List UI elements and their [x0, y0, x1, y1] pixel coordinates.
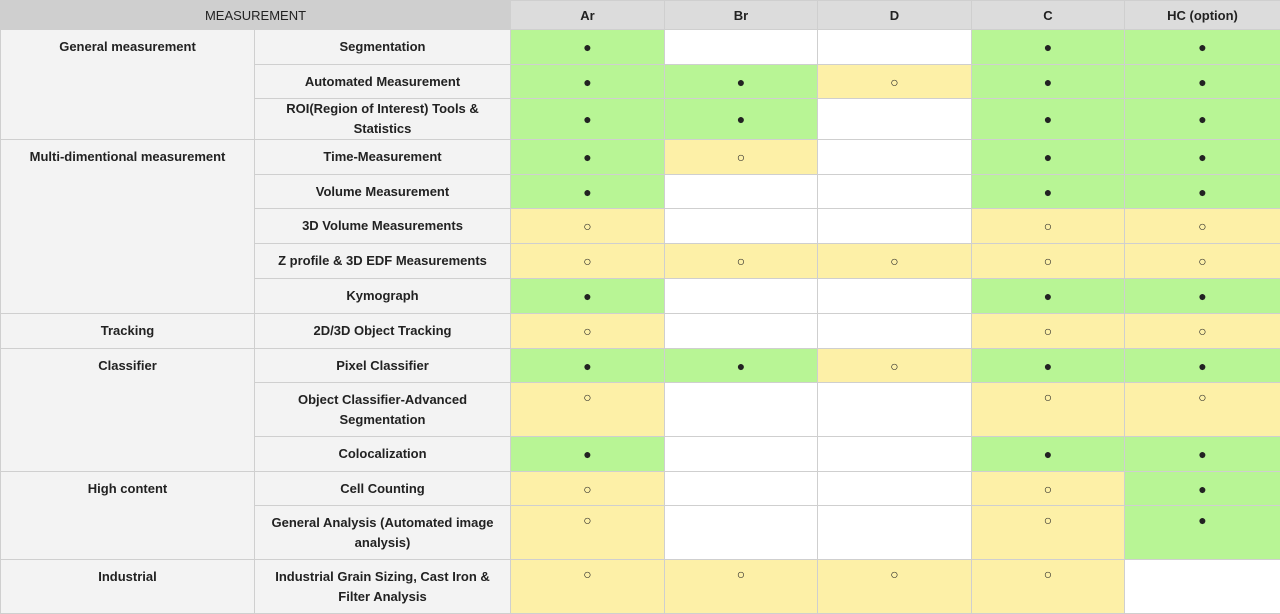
value-cell: ○	[972, 506, 1125, 560]
value-cell	[818, 314, 972, 349]
value-cell: ○	[511, 506, 665, 560]
column-header-d: D	[818, 1, 972, 30]
table-row	[1, 560, 1280, 614]
feature-label: Cell Counting	[255, 472, 511, 506]
value-cell: ○	[972, 209, 1125, 244]
value-cell: ●	[511, 140, 665, 175]
value-cell: ●	[511, 99, 665, 140]
value-cell	[818, 437, 972, 472]
value-cell: ○	[818, 560, 972, 614]
value-cell: ○	[972, 244, 1125, 279]
value-cell: ○	[818, 65, 972, 99]
value-cell: ○	[665, 560, 818, 614]
group-label-industrial: Industrial	[1, 560, 255, 614]
table-row	[1, 349, 1280, 383]
value-cell: ●	[1125, 279, 1280, 314]
value-cell: ●	[665, 65, 818, 99]
value-cell	[818, 383, 972, 437]
value-cell: ○	[511, 244, 665, 279]
value-cell	[818, 506, 972, 560]
value-cell	[665, 472, 818, 506]
value-cell	[665, 30, 818, 65]
feature-label: ROI(Region of Interest) Tools & Statistics	[255, 99, 511, 140]
value-cell: ●	[972, 437, 1125, 472]
value-cell: ○	[1125, 209, 1280, 244]
value-cell	[818, 99, 972, 140]
feature-label: Time-Measurement	[255, 140, 511, 175]
value-cell: ●	[972, 140, 1125, 175]
table-body	[1, 30, 1280, 614]
value-cell: ○	[972, 383, 1125, 437]
value-cell: ●	[972, 65, 1125, 99]
value-cell: ●	[972, 30, 1125, 65]
value-cell: ●	[511, 279, 665, 314]
column-header-br: Br	[665, 1, 818, 30]
value-cell: ●	[1125, 437, 1280, 472]
feature-label: General Analysis (Automated image analysis)	[255, 506, 511, 560]
value-cell	[665, 437, 818, 472]
value-cell: ○	[818, 349, 972, 383]
value-cell: ●	[511, 349, 665, 383]
value-cell: ●	[665, 99, 818, 140]
value-cell: ●	[1125, 472, 1280, 506]
value-cell: ●	[511, 30, 665, 65]
value-cell	[665, 314, 818, 349]
value-cell: ○	[511, 560, 665, 614]
value-cell: ○	[511, 314, 665, 349]
table-row	[1, 314, 1280, 349]
column-header-c: C	[972, 1, 1125, 30]
value-cell	[665, 175, 818, 209]
feature-label: Object Classifier-Advanced Segmentation	[255, 383, 511, 437]
column-header-ar: Ar	[511, 1, 665, 30]
value-cell: ○	[511, 472, 665, 506]
value-cell	[665, 506, 818, 560]
value-cell	[665, 383, 818, 437]
value-cell: ●	[1125, 65, 1280, 99]
feature-label: Z profile & 3D EDF Measurements	[255, 244, 511, 279]
column-header-hc-option: HC (option)	[1125, 1, 1280, 30]
value-cell	[1125, 560, 1280, 614]
feature-label: 3D Volume Measurements	[255, 209, 511, 244]
value-cell: ●	[1125, 506, 1280, 560]
value-cell: ○	[1125, 383, 1280, 437]
value-cell: ○	[818, 244, 972, 279]
value-cell: ●	[972, 175, 1125, 209]
value-cell: ●	[511, 65, 665, 99]
value-cell: ●	[1125, 30, 1280, 65]
value-cell: ○	[1125, 244, 1280, 279]
value-cell	[818, 30, 972, 65]
value-cell	[818, 175, 972, 209]
value-cell: ●	[972, 279, 1125, 314]
group-label-tracking: Tracking	[1, 314, 255, 349]
group-label-high-content: High content	[1, 472, 255, 560]
feature-label: Pixel Classifier	[255, 349, 511, 383]
feature-label: 2D/3D Object Tracking	[255, 314, 511, 349]
value-cell: ●	[1125, 175, 1280, 209]
value-cell: ●	[972, 349, 1125, 383]
value-cell	[818, 140, 972, 175]
value-cell	[665, 279, 818, 314]
feature-label: Volume Measurement	[255, 175, 511, 209]
measurement-header: MEASUREMENT	[1, 1, 511, 30]
value-cell: ●	[665, 349, 818, 383]
feature-label: Kymograph	[255, 279, 511, 314]
table-row	[1, 30, 1280, 65]
table-row	[1, 472, 1280, 506]
value-cell: ○	[511, 383, 665, 437]
group-label-classifier: Classifier	[1, 349, 255, 472]
value-cell: ○	[665, 244, 818, 279]
value-cell	[818, 472, 972, 506]
feature-label: Industrial Grain Sizing, Cast Iron & Filter Analysis	[255, 560, 511, 614]
value-cell: ●	[1125, 349, 1280, 383]
group-label-multi-dimentional-measurement: Multi-dimentional measurement	[1, 140, 255, 314]
value-cell	[818, 209, 972, 244]
feature-label: Colocalization	[255, 437, 511, 472]
group-label-general-measurement: General measurement	[1, 30, 255, 140]
value-cell: ●	[511, 175, 665, 209]
value-cell: ●	[1125, 140, 1280, 175]
value-cell: ●	[972, 99, 1125, 140]
value-cell: ○	[972, 314, 1125, 349]
value-cell: ●	[1125, 99, 1280, 140]
value-cell	[665, 209, 818, 244]
value-cell: ○	[972, 560, 1125, 614]
value-cell	[818, 279, 972, 314]
value-cell: ○	[972, 472, 1125, 506]
header-row	[1, 1, 1280, 30]
table-row	[1, 140, 1280, 175]
value-cell: ○	[511, 209, 665, 244]
feature-label: Automated Measurement	[255, 65, 511, 99]
feature-label: Segmentation	[255, 30, 511, 65]
value-cell: ○	[665, 140, 818, 175]
value-cell: ●	[511, 437, 665, 472]
value-cell: ○	[1125, 314, 1280, 349]
